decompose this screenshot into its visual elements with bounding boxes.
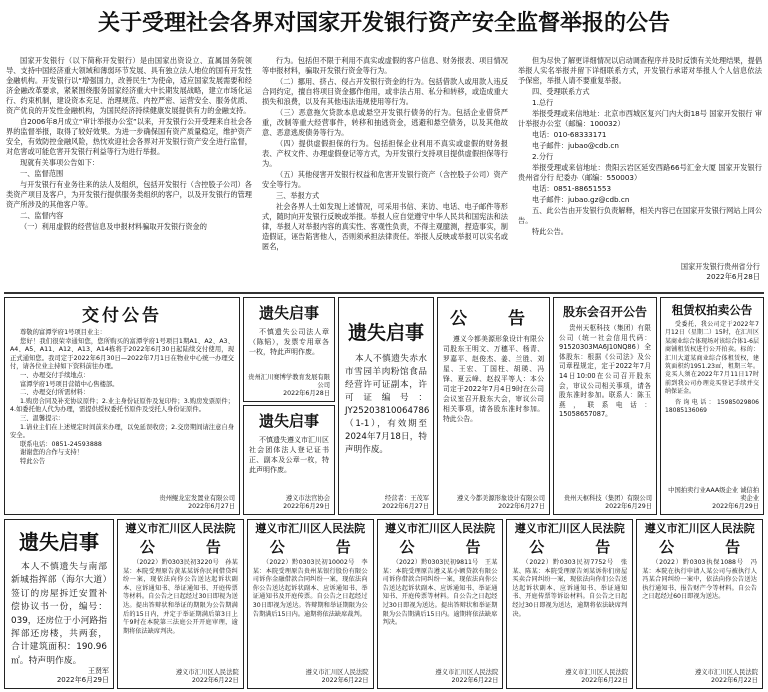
handover-notice-body xyxy=(5,326,239,482)
handover-notice-signer: 贵州鲲龙宏发置业有限公司 xyxy=(159,495,235,502)
handover-notice-box xyxy=(4,297,240,515)
court-notice-body xyxy=(378,557,503,673)
main-notice-signer: 国家开发银行贵州省分行 xyxy=(680,262,760,271)
lease-auction-notice-text: 受委托，我公司定于2022年7月12日（星期二）15时，在汇川区某商业综合体现场对该综合体1-6层商铺租赁权进行公开拍卖。标的：汇川大道某商业综合体租赁权，建筑面积约1951.23㎡，租期三年。竞买人须在2022年7月11日17时前到我公司办理竞买登记手续并交纳保证金。 xyxy=(665,321,759,396)
court-notice-text: （2022）黔0303执保1088号 冯某：本院在执行申请人某公司与被执行人冯某合同纠纷一案中，依法向你公告送达执行通知书、报告财产令等材料。自公告之日起经过60日即视为送达。 xyxy=(642,559,757,601)
main-notice-paragraph: 国家开发银行（以下简称开发银行）是由国家出资设立、直属国务院领导、支持中国经济重大领域和薄弱环节发展、具有独立法人地位的国有开发性金融机构。开发银行以“增强国力，改善民生”为使命，适应国家发展需要和经济金融改革要求，紧紧围绕服务国家经济重大中长期发展战略，建立市场化运行、约束机制，建设资本充足、治理规范、内控严密、运营安全、服务优质、资产优良的开发性金融机构，为国民经济持续健康发展提供有力的金融支持。 xyxy=(6,56,252,115)
main-notice-paragraph: 举报受理或来信地址：贵阳云岩区延安西路66号汇金大厦 国家开发银行贵州省分行 纪委办（邮编：550003） xyxy=(518,163,762,182)
court-notice-body xyxy=(248,557,373,673)
shareholder-names-notice-title: 公 告 xyxy=(450,309,537,329)
court-notice-title: 公 告 xyxy=(139,538,239,556)
main-notice-paragraph: 二、监督内容 xyxy=(20,211,64,220)
main-notice-paragraph: 三、举报方式 xyxy=(276,191,320,200)
lost-notice-a-text: 不慎遗失公司法人章（陈韬），发票专用章各一枚，特此声明作废。 xyxy=(249,328,329,356)
lease-auction-notice-box xyxy=(660,297,764,515)
handover-notice-paragraph: 您好！我们很荣幸通知您，您所购买的富潭学府1号项目1期A1、A2、A3、A4、A5、A11、A12、A13、A14栋将于2022年6月30日起陆续交付使用，现正式通知您。我司定于2022年6月30日—2022年7月1日在物业中心统一办理交付，请各位业主持如下资料前往办理。 xyxy=(10,337,234,371)
main-notice-paragraph: 2.分行 xyxy=(532,152,554,161)
court-notice-signer: 遵义市汇川区人民法院 xyxy=(305,669,369,676)
court-notice-date: 2022年6月22日 xyxy=(191,677,239,684)
lost-notice-b-date: 2022年6月29日 xyxy=(283,503,330,510)
main-notice-paragraph: 四、受理联系方式 xyxy=(532,87,590,96)
handover-notice-date: 2022年6月27日 xyxy=(188,503,235,510)
main-notice-paragraph: 五、此公告由开发银行负责解释，相关内容已在国家开发银行网站上同公告。 xyxy=(518,206,763,225)
main-notice-paragraph: 1.总行 xyxy=(532,98,554,107)
shareholder-names-notice-body xyxy=(438,329,549,429)
lost-notice-c-signer: 经营者：王茂军 xyxy=(384,495,429,502)
main-notice-paragraph: （二）挪用、挤占、侵占开发银行资金的行为。包括借款人或用款人违反合同约定，擅自将项目资金挪作他用，或非法占用、私分和转移，或造成重大损失和浪费，以及有其他违法违规使用等行为。 xyxy=(262,77,508,106)
shareholder-meeting-notice-signer: 贵州天枢科技（集团）有限公司 xyxy=(563,495,652,502)
main-notice-paragraph: 社会各界人士如发现上述情况，可采用书信、来访、电话、电子邮件等形式，随时向开发银行反映或举报。举报人应自觉遵守中华人民共和国宪法和法律，举报人对举报内容的真实性、客观性负责，不得主观臆测，捏造事实，制造假证，诬告陷害他人，否则须承担法律责任。举报人反映或举报可以实名或匿名， xyxy=(262,202,508,251)
handover-notice-paragraph: 尊敬的富潭学府1号项目业主： xyxy=(20,329,106,336)
lease-auction-notice-date: 2022年6月29日 xyxy=(712,503,759,510)
court-notice-date: 2022年6月22日 xyxy=(451,677,499,684)
lost-notice-b-box xyxy=(243,405,335,515)
lost-notice-c-box xyxy=(338,297,434,515)
handover-notice-paragraph: 富潭学府1号项目营销中心售楼部。 xyxy=(20,380,119,388)
main-notice-paragraph: （三）恶意拖欠贷款本息或悬空开发银行债务的行为。包括企业借贷严重，改制等重大经营事件，转移和抽逃资金，逃避和悬空债务，以及其他故意、恶意逃废债务等行为。 xyxy=(262,108,508,137)
court-name: 遵义市汇川区人民法院 xyxy=(125,522,236,535)
section-divider xyxy=(4,292,764,294)
lost-notice-c-text: 本人不慎遗失赤水市雪园羊肉粉馆食品经营许可证副本，许可证编号：JY25203810064786（1-1），有效期至2024年7月18日，特声明作废。 xyxy=(345,354,430,455)
handover-notice-paragraph: 1.请业主们在上述规定时间前来办理，以免延误收房；2.交房期间请注意自身安全。 xyxy=(10,423,234,440)
handover-notice-paragraph: 特此公告 xyxy=(20,457,46,465)
lost-notice-b-signer: 遵义市法官协会 xyxy=(285,495,330,502)
lost-notice-large-box xyxy=(4,519,114,689)
court-notice-box xyxy=(377,519,504,689)
lost-notice-large-body xyxy=(5,555,113,674)
court-notice-box xyxy=(247,519,374,689)
main-notice-signature xyxy=(518,262,760,288)
handover-notice-title: 交付公告 xyxy=(82,306,162,326)
lost-notice-large-title: 遗失启事 xyxy=(19,530,99,554)
lost-notice-a-box xyxy=(243,297,335,402)
main-notice-paragraph: 电话：0851-88651553 xyxy=(532,184,612,193)
main-notice-paragraph: 行为。包括但不限于利用不真实或虚假的客户信息、财务报表、项目情况等申报材料，骗取开发银行资金等行为。 xyxy=(262,56,508,75)
main-notice-paragraph: 特此公告。 xyxy=(532,227,568,236)
main-notice-paragraph: （一）利用虚假的经营信息及申报材料骗取开发银行资金的 xyxy=(20,222,207,231)
main-notice-paragraph: （五）其他侵害开发银行权益和危害开发银行资产（含控股子公司）资产安全等行为。 xyxy=(262,170,508,189)
lost-notice-a-body xyxy=(244,323,334,361)
court-name: 遵义市汇川区人民法院 xyxy=(255,522,366,535)
main-notice-date: 2022年6月28日 xyxy=(706,272,760,281)
court-name: 遵义市汇川区人民法院 xyxy=(384,522,495,535)
lost-notice-large-text: 本人不慎遗失与南部新城指挥部（海尔大道）签订的房屋拆迁安置补偿协议书一份，编号：039，还房位于小河路指挥部还房楼，共两套，合计建筑面积：190.96㎡。特声明作废。 xyxy=(11,562,107,666)
lost-notice-c-date: 2022年6月27日 xyxy=(382,503,429,510)
main-notice-paragraph: 电子邮件：jubao.gz@cdb.cn xyxy=(532,195,630,204)
main-notice-paragraph: 举报受理或来信地址：北京市西城区复兴门内大街18号 国家开发银行 审计举报办公室（邮编：100032） xyxy=(518,109,762,128)
shareholder-meeting-notice-box xyxy=(553,297,657,515)
main-notice-paragraph: 一、监督范围 xyxy=(20,169,64,178)
lease-auction-notice-title: 租赁权拍卖公告 xyxy=(671,303,753,317)
shareholder-names-notice-box xyxy=(437,297,550,515)
court-notice-date: 2022年6月22日 xyxy=(321,677,369,684)
lost-notice-c-title: 遗失启事 xyxy=(347,322,424,344)
lease-auction-notice-signer: 中国拍卖行业AAA级企业 诚信拍卖企业 xyxy=(668,487,759,502)
court-notice-box xyxy=(506,519,633,689)
lease-auction-notice-body xyxy=(661,318,766,418)
lost-notice-a-signer: 贵州汇川赛博学教育发展有限公司 xyxy=(248,374,330,389)
court-notice-text: （2022）黔0303民初9811号 王某某：本院受理原告遵义某小额贷款有限公司诉你借款合同纠纷一案，现依法向你公告送达起诉状副本、应诉通知书、举证通知书、开庭传票等材料。自公告之日起经过30日即视为送达。提出答辩状和举证期限为公告期满后15日内。逾期将依法缺席判决。 xyxy=(382,559,498,627)
main-notice-paragraph: 但为尽快了解更详细情况以启动调查程序并及时反馈有关处理结果，提倡举报人实名举报并留下详细联系方式，开发银行承诺对举报人个人信息依法予保密，举报人请不要重复举报。 xyxy=(518,56,763,85)
main-notice-column-3 xyxy=(518,56,762,260)
main-notice-column-2 xyxy=(262,56,508,288)
lost-notice-c-body xyxy=(339,345,433,465)
handover-notice-paragraph: 1.购房合同及补充协议原件；2.业主身份证原件及复印件；3.购房发票原件；4.如委托他人代为办理，需提供授权委托书原件及受托人身份证原件。 xyxy=(10,397,234,414)
court-notice-title: 公 告 xyxy=(529,538,629,556)
shareholder-names-notice-text: 遵义今都美源形象设计有限公司股东王明文、万穗平、杨青、罗嘉平、赵俊杰、姜、兰胜、刘星、王宏、丁国柱、胡瑛、冯锋、夏云峰、赵叔平等人：本公司定于2022年7月4日9时在公司会议室召开股东大会，审议公司相关事项，请各股东准时参加。特此公告。 xyxy=(443,335,544,423)
court-name: 遵义市汇川区人民法院 xyxy=(514,522,625,535)
lost-notice-large-date: 2022年6月29日 xyxy=(56,676,109,684)
main-notice-paragraph: 电话：010-68333171 xyxy=(532,130,607,139)
shareholder-meeting-notice-text: 贵州天枢科技（集团）有限公司（统一社会信用代码：91520303MA6J10NQ86）全体股东：根据《公司法》及公司章程规定，定于2022年7月14日10:00在公司召开股东会，审议公司相关事项，请各股东准时参加。联系人：陈玉燕，联系电话：15058657087。 xyxy=(559,324,651,419)
shareholder-meeting-notice-body xyxy=(554,320,656,424)
court-notice-date: 2022年6月22日 xyxy=(581,677,629,684)
court-notice-body xyxy=(118,557,243,673)
court-notice-signer: 遵义市汇川区人民法院 xyxy=(435,669,499,676)
main-notice-paragraph: （四）提供虚假担保的行为。包括担保企业利用不真实或虚假的财务报表、产权文件、办理虚假登记等方式，为开发银行支持项目提供虚假担保等行为。 xyxy=(262,139,508,168)
lease-auction-contact: 咨询电话：15985029806 18085136069 xyxy=(665,398,766,415)
court-notice-signer: 遵义市汇川区人民法院 xyxy=(695,669,758,676)
lost-notice-a-date: 2022年6月28日 xyxy=(283,390,330,397)
shareholder-names-notice-date: 2022年6月27日 xyxy=(498,503,545,510)
court-notice-body xyxy=(507,557,632,673)
lost-notice-b-text: 不慎遗失遵义市汇川区社会团体法人登记证书正、副本及公章一枚，特此声明作废。 xyxy=(249,436,329,474)
main-notice-paragraph: 自2006年8月成立“审计举报办公室”以来，开发银行公开受理来自社会各界的监督举报，取得了较好效果。为进一步确保国有资产质量稳定，维护资产安全，有效防控金融风险，热忱欢迎社会各界对开发银行资产安全进行监督，对危害或可能危害开发银行利益等行为进行举报。 xyxy=(6,117,252,156)
court-notice-box xyxy=(117,519,244,689)
court-notice-date: 2022年6月22日 xyxy=(711,677,758,684)
shareholder-meeting-notice-date: 2022年6月29日 xyxy=(605,503,652,510)
lost-notice-a-title: 遗失启事 xyxy=(258,304,319,322)
main-notice-title: 关于受理社会各界对国家开发银行资产安全监督举报的公告 xyxy=(97,10,670,36)
court-notice-text: （2022）黔0303民初10002号 李某：本院受理原告贵州某银行股份有限公司诉你金融借款合同纠纷一案，现依法向你公告送达起诉状副本、应诉通知书、举证通知书及开庭传票。自公告之日起经过30日即视为送达。答辩期和举证期限为公告期满后15日内。逾期将依法缺席裁判。 xyxy=(252,559,368,618)
court-notice-text: （2022）黔0303民初7752号 张某、陈某：本院受理原告刘某诉你们房屋买卖合同纠纷一案，现依法向你们公告送达起诉状副本、应诉通知书、举证通知书、开庭传票等诉讼材料。自公告之日起经过30日即视为送达，逾期将依法缺席判决。 xyxy=(512,559,628,618)
main-notice-paragraph: 电子邮件：jubao@cdb.cn xyxy=(532,141,619,150)
main-notice-paragraph: 现就有关事项公告如下： xyxy=(20,158,100,167)
court-notice-box xyxy=(636,519,763,689)
handover-notice-paragraph: 联系电话：0851-24593888 xyxy=(20,440,102,448)
court-notice-signer: 遵义市汇川区人民法院 xyxy=(175,669,239,676)
handover-notice-paragraph: 三、温馨提示： xyxy=(20,414,65,422)
court-notice-text: （2022）黔0303民初3220号 孙某某：本院受理原告黄某某诉你民间借贷纠纷一案，现依法向你公告送达起诉状副本、应诉通知书、举证通知书、开庭传票等材料。自公告之日起经过30日即视为送达。提出答辩状和举证的期限为公告期满后的15日内，并定于举证期满后第3日上午9时在本院第三法庭公开开庭审理，逾期将依法缺席判决。 xyxy=(123,559,238,635)
handover-notice-paragraph: 谢谢您的合作与支持！ xyxy=(20,449,83,457)
handover-notice-paragraph: 一、办理交付手续地点： xyxy=(20,371,90,379)
lost-notice-b-title: 遗失启事 xyxy=(258,412,319,430)
shareholder-names-notice-signer: 遵义今都美源形象设计有限公司 xyxy=(456,495,545,502)
court-notice-title: 公 告 xyxy=(659,538,759,556)
lost-notice-b-body xyxy=(244,431,334,479)
court-notice-body xyxy=(637,557,762,673)
main-notice-paragraph: 与开发银行有业务往来的法人及组织，包括开发银行（含控股子公司）各类资产项目及客户，为开发银行提供服务类组织的客户，以及开发银行的管理资产所涉及的其他客户等。 xyxy=(6,180,252,209)
court-notice-title: 公 告 xyxy=(269,538,369,556)
main-notice-column-1 xyxy=(6,56,252,288)
court-notice-signer: 遵义市汇川区人民法院 xyxy=(565,669,629,676)
handover-notice-paragraph: 二、办理交付所需材料： xyxy=(20,389,90,397)
court-notice-title: 公 告 xyxy=(399,538,499,556)
court-name: 遵义市汇川区人民法院 xyxy=(644,522,755,535)
lost-notice-large-signer: 王贤军 xyxy=(88,667,109,675)
shareholder-meeting-notice-title: 股东会召开公告 xyxy=(562,305,647,319)
